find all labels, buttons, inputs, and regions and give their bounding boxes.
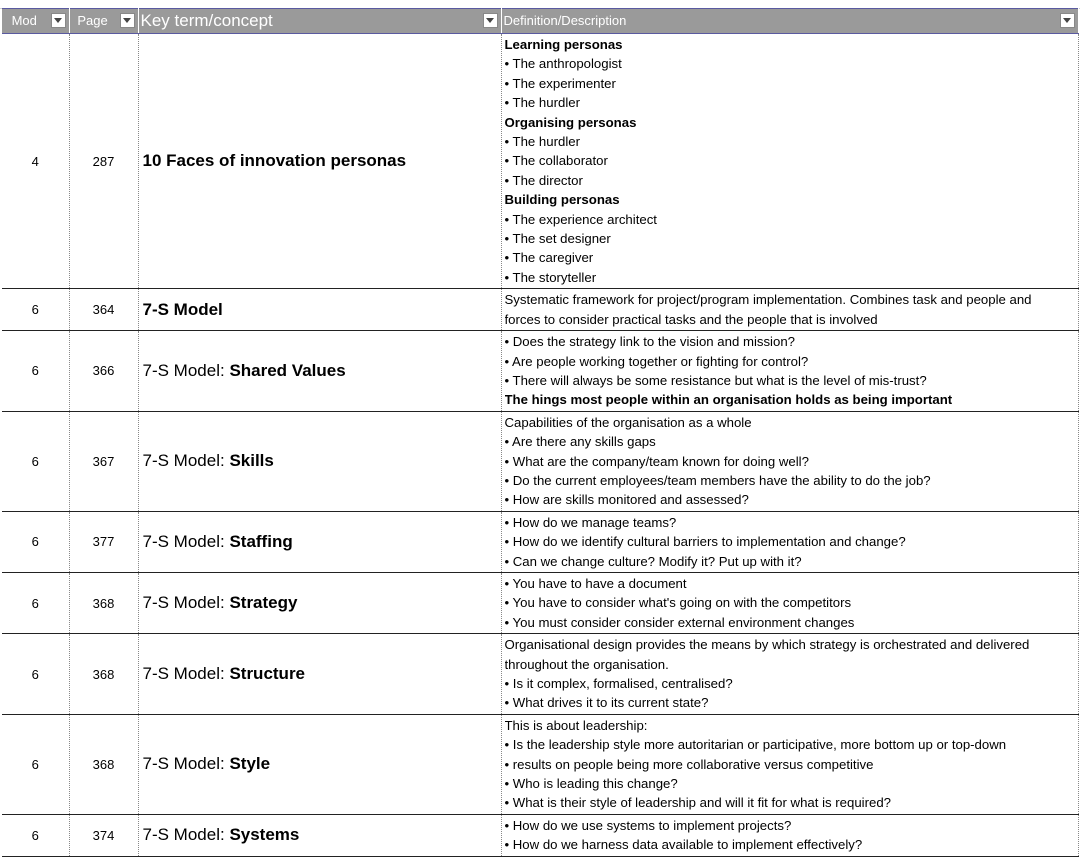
definition-line: • The caregiver [504,250,594,266]
header-mod [2,9,69,34]
filter-dropdown-button[interactable] [1060,13,1075,28]
table-row[interactable] [2,289,1078,331]
definition-line: • Is the leadership style more autoritarian or participative, more bottom up or top-down [504,737,1007,753]
cell-mod[interactable]: 6 [2,572,69,633]
cell-key-term[interactable] [138,289,501,331]
definition-line: • Do the current employees/team members have the ability to do the job? [504,472,931,488]
key-term-prefix: 7-S Model: [142,451,230,471]
key-term-name: Skills [229,451,274,471]
chevron-down-icon [54,18,62,23]
cell-definition[interactable] [501,511,1078,572]
cell-mod[interactable]: 6 [2,289,69,331]
cell-page[interactable]: 374 [69,814,138,856]
cell-key-term[interactable] [138,572,501,633]
definition-line: • Are there any skills gaps [504,434,656,450]
definition-line: • How are skills monitored and assessed? [504,492,749,508]
cell-mod[interactable]: 6 [2,714,69,814]
definition-line: • The experience architect [504,211,657,227]
cell-page[interactable]: 368 [69,634,138,715]
table-row[interactable] [2,634,1078,715]
definition-heading: Learning personas [504,37,623,52]
definition-line: • How do we manage teams? [504,514,677,530]
cell-definition[interactable] [501,331,1078,412]
definition-line: • Can we change culture? Modify it? Put up with it? [504,553,802,569]
filter-dropdown-button[interactable] [483,13,498,28]
cell-definition[interactable] [501,411,1078,511]
definition-line: forces to consider practical tasks and the people that is involved [504,311,878,327]
cell-page[interactable]: 368 [69,572,138,633]
table-row[interactable] [2,34,1078,289]
chevron-down-icon [486,18,494,23]
cell-definition[interactable] [501,34,1078,289]
cell-mod[interactable]: 4 [2,34,69,289]
key-term-name: 7-S Model [142,299,223,319]
definition-line: • The storyteller [504,269,597,285]
definition-line: throughout the organisation. [504,656,669,672]
cell-page[interactable]: 364 [69,289,138,331]
cell-page[interactable]: 366 [69,331,138,412]
definition-line: • results on people being more collaborative versus competitive [504,756,874,772]
spreadsheet-table [2,8,1079,857]
definition-line: • How do we harness data available to implement effectively? [504,837,863,853]
cell-definition[interactable] [501,634,1078,715]
table-row[interactable] [2,814,1078,856]
definition-line: • The hurdler [504,134,580,150]
key-term-prefix: 7-S Model: [142,754,230,774]
key-term-name: Shared Values [229,360,346,380]
definition-line: Organisational design provides the means by which strategy is orchestrated and delivered [504,637,1030,653]
definition-line: • What are the company/team known for doing well? [504,453,809,469]
definition-line: • What drives it to its current state? [504,695,709,711]
key-term-name: 10 Faces of innovation personas [142,151,407,171]
cell-key-term[interactable] [138,511,501,572]
definition-line: • Are people working together or fighting for control? [504,353,809,369]
header-key-term-label: Key term/concept [140,11,273,30]
cell-key-term[interactable] [138,34,501,289]
definition-line: • The set designer [504,231,611,247]
cell-page[interactable]: 377 [69,511,138,572]
table-row[interactable] [2,572,1078,633]
cell-page[interactable]: 367 [69,411,138,511]
key-term-prefix: 7-S Model: [142,664,230,683]
header-row [2,9,1078,34]
cell-definition[interactable] [501,289,1078,331]
cell-definition[interactable] [501,714,1078,814]
definition-heading: Organising personas [504,114,637,130]
cell-mod[interactable]: 6 [2,511,69,572]
header-definition [501,9,1078,34]
cell-page[interactable]: 287 [69,34,138,289]
cell-key-term[interactable] [138,331,501,412]
table-row[interactable] [2,331,1078,412]
definition-line: • The collaborator [504,153,608,169]
definition-heading: Building personas [504,192,620,208]
table-row[interactable] [2,714,1078,814]
key-term-name: Style [229,754,271,774]
key-term-name: Strategy [229,593,298,613]
key-term-name: Staffing [229,531,293,551]
header-page [69,9,138,34]
key-term-name: Structure [229,664,306,683]
definition-line: • What is their style of leadership and will it fit for what is required? [504,795,891,811]
cell-key-term[interactable] [138,411,501,511]
cell-key-term[interactable] [138,714,501,814]
definition-line: • You have to consider what's going on with the competitors [504,595,852,611]
definition-line: • The anthropologist [504,56,622,72]
cell-definition[interactable] [501,572,1078,633]
filter-dropdown-button[interactable] [120,13,135,28]
cell-mod[interactable]: 6 [2,331,69,412]
key-term-prefix: 7-S Model: [142,360,230,380]
cell-page[interactable]: 368 [69,714,138,814]
definition-line: • There will always be some resistance but what is the level of mis-trust? [504,372,927,388]
definition-line: This is about leadership: [504,717,648,733]
definition-line: • You must consider consider external environment changes [504,614,855,630]
definition-line: • How do we use systems to implement projects? [504,817,792,833]
header-mod-label: Mod [11,13,37,28]
definition-line: • The experimenter [504,75,616,91]
definition-line: Systematic framework for project/program implementation. Combines task and people and [504,292,1032,308]
cell-key-term[interactable] [138,634,501,715]
definition-heading: The hings most people within an organisation holds as being important [504,392,953,408]
key-term-prefix: 7-S Model: [142,593,230,613]
definition-line: Capabilities of the organisation as a whole [504,414,752,430]
cell-mod[interactable]: 6 [2,411,69,511]
table-row[interactable] [2,511,1078,572]
key-term-prefix: 7-S Model: [142,531,230,551]
chevron-down-icon [1063,18,1071,23]
table-row[interactable] [2,411,1078,511]
definition-line: • Is it complex, formalised, centralised? [504,676,733,691]
definition-line: • The hurdler [504,95,580,111]
chevron-down-icon [123,18,131,23]
filter-dropdown-button[interactable] [51,13,66,28]
definition-line: • You have to have a document [504,575,687,591]
definition-line: • Does the strategy link to the vision and mission? [504,334,795,350]
table-body [2,34,1078,857]
cell-mod[interactable]: 6 [2,634,69,715]
definition-line: • Who is leading this change? [504,776,678,792]
key-term-name: Systems [229,825,300,845]
definition-line: • How do we identify cultural barriers to implementation and change? [504,534,906,550]
header-definition-label: Definition/Description [503,13,627,28]
header-page-label: Page [77,13,108,28]
header-key-term [138,9,501,34]
cell-definition[interactable] [501,814,1078,856]
cell-mod[interactable]: 6 [2,814,69,856]
cell-key-term[interactable] [138,814,501,856]
definition-line: • The director [504,172,583,188]
key-term-prefix: 7-S Model: [142,825,230,845]
